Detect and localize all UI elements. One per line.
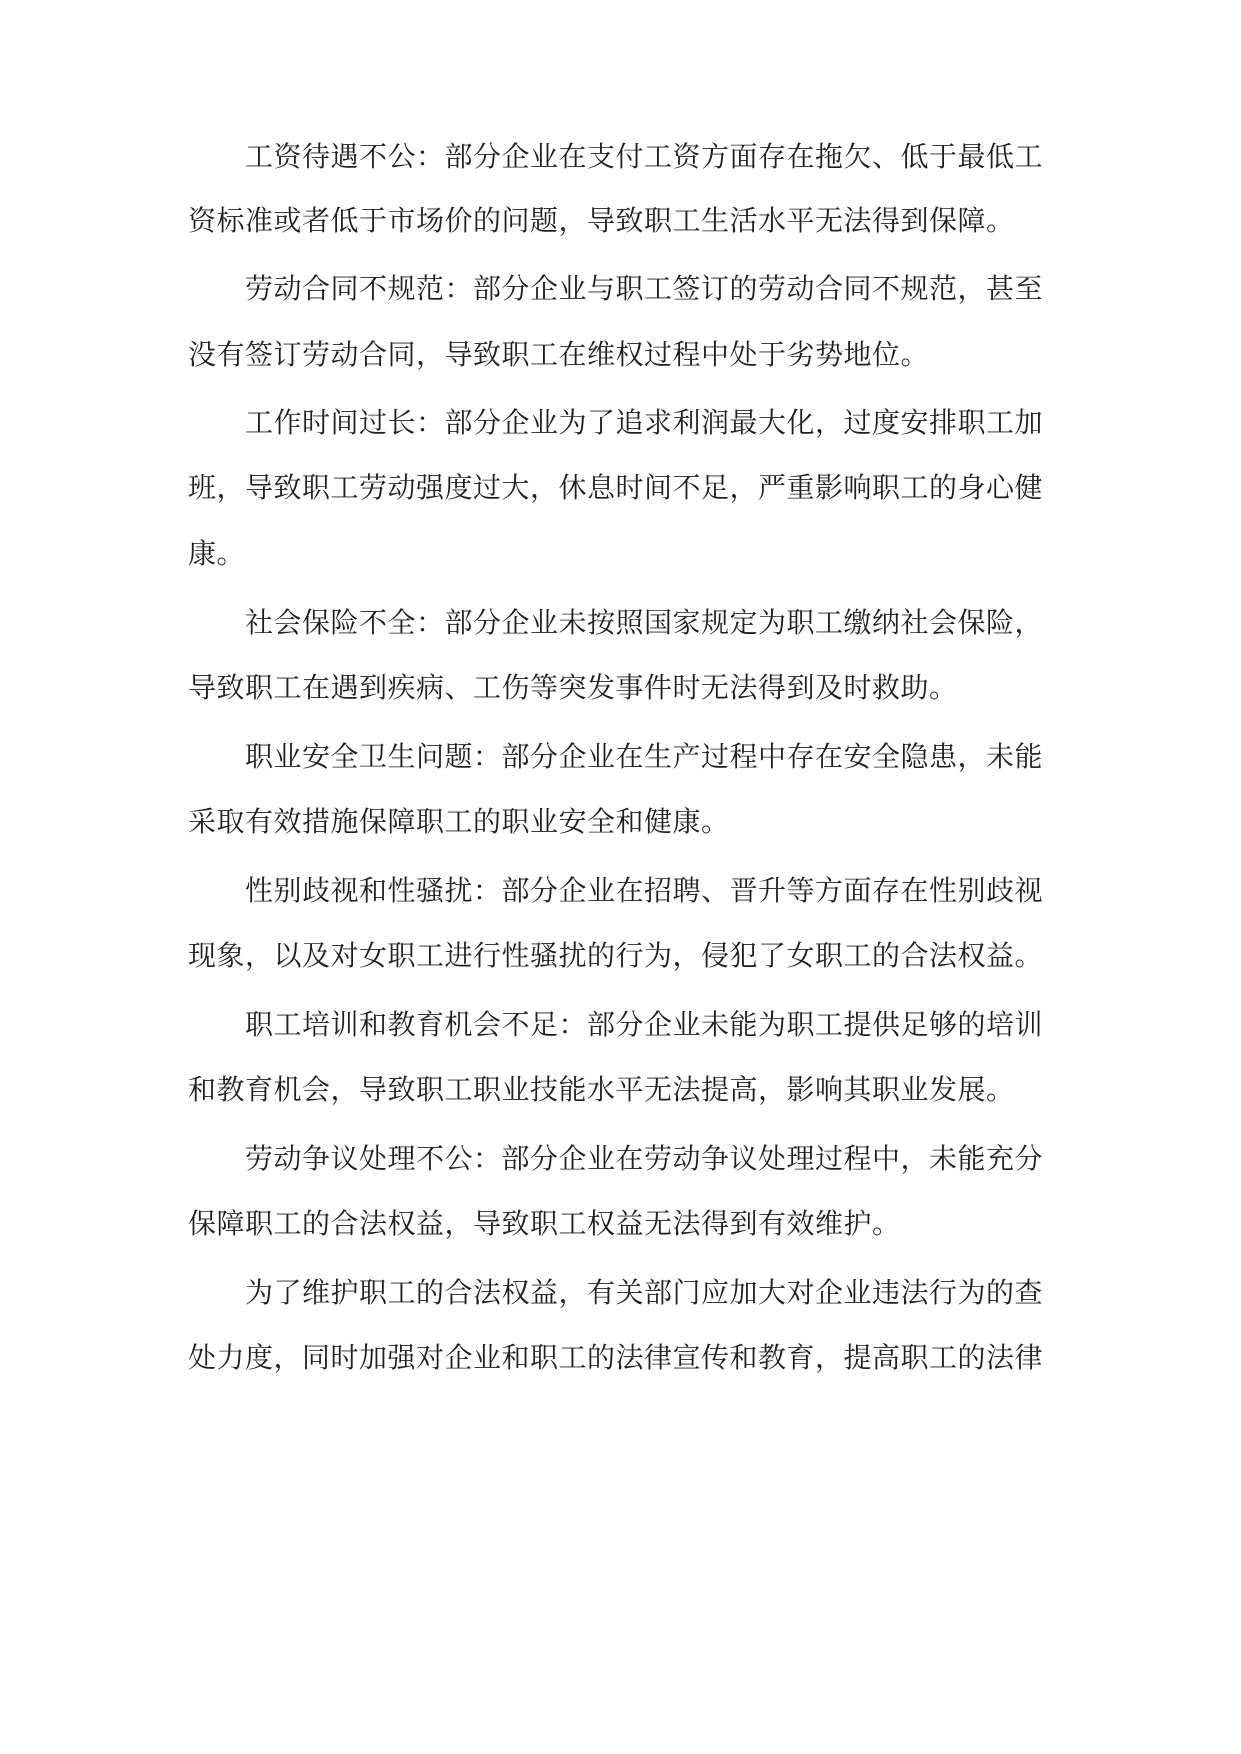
paragraph-6-line-1: 性别歧视和性骚扰：部分企业在招聘、晋升等方面存在性别歧视 [245,874,1044,907]
paragraph-2-line-1: 劳动合同不规范：部分企业与职工签订的劳动合同不规范，甚至 [245,272,1044,305]
paragraph-4-line-1: 社会保险不全：部分企业未按照国家规定为职工缴纳社会保险， [245,606,1044,639]
paragraph-7-line-2: 和教育机会，导致职工职业技能水平无法提高，影响其职业发展。 [188,1073,1015,1106]
paragraph-2-line-2: 没有签订劳动合同，导致职工在维权过程中处于劣势地位。 [188,338,930,371]
paragraph-5-line-2: 采取有效措施保障职工的职业安全和健康。 [188,805,730,838]
paragraph-6-line-2: 现象，以及对女职工进行性骚扰的行为，侵犯了女职工的合法权益。 [188,939,1044,972]
paragraph-4-line-2: 导致职工在遇到疾病、工伤等突发事件时无法得到及时救助。 [188,671,958,704]
paragraph-8-line-2: 保障职工的合法权益，导致职工权益无法得到有效维护。 [188,1207,901,1240]
paragraph-1-line-2: 资标准或者低于市场价的问题，导致职工生活水平无法得到保障。 [188,204,1015,237]
paragraph-3-line-3: 康。 [188,537,246,570]
paragraph-1-line-1: 工资待遇不公：部分企业在支付工资方面存在拖欠、低于最低工 [245,140,1044,173]
paragraph-7-line-1: 职工培训和教育机会不足：部分企业未能为职工提供足够的培训 [245,1008,1044,1041]
paragraph-5-line-1: 职业安全卫生问题：部分企业在生产过程中存在安全隐患，未能 [245,740,1044,773]
paragraph-3-line-2: 班，导致职工劳动强度过大，休息时间不足，严重影响职工的身心健 [188,471,1044,504]
paragraph-9-line-2: 处力度，同时加强对企业和职工的法律宣传和教育，提高职工的法律 [188,1341,1044,1374]
paragraph-9-line-1: 为了维护职工的合法权益，有关部门应加大对企业违法行为的查 [245,1276,1044,1309]
paragraph-8-line-1: 劳动争议处理不公：部分企业在劳动争议处理过程中，未能充分 [245,1142,1044,1175]
paragraph-3-line-1: 工作时间过长：部分企业为了追求利润最大化，过度安排职工加 [245,406,1044,439]
